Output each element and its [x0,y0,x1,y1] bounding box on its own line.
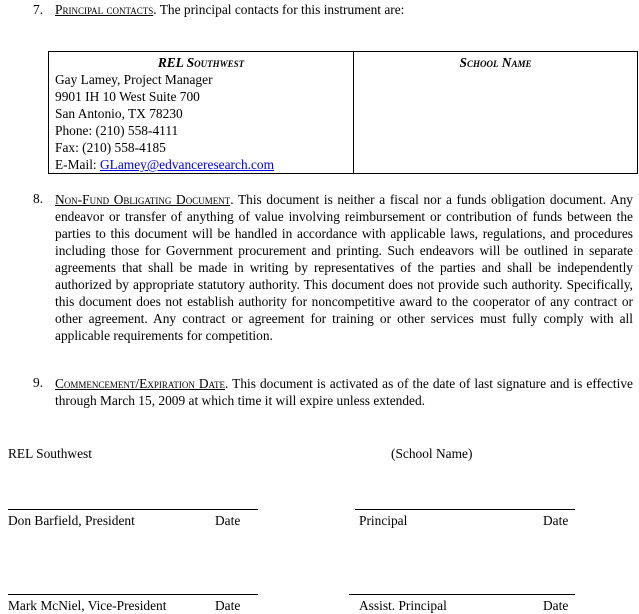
section-9-paragraph [55,375,633,409]
section-9-number: 9. [33,375,44,390]
email-link[interactable]: GLamey@edvanceresearch.com [100,157,275,172]
rel-southwest-cell [49,52,354,174]
section-9-heading: Commencement/Expiration Date [55,376,226,391]
contact-name: Gay Lamey, Project Manager [55,72,213,87]
section-8-text: . This document is neither a fiscal nor a funds obligation document. Any endeavor or transfer of anything of value involving reimbursement or contribution of funds between the parties to this document will be handled in accordance with applicable laws, regulations, and procedures including those for Government procurement and printing. Such endeavors will be outlined in separate agreements that shall be made in writing by representatives of the parties and shall be independently authorized by appropriate statutory authority. This document does not provide such authority. Specifically, this document does not establish authority for noncompetitive award to the cooperator of any contract or other agreement. Any contract or agreement for training or other services must fully comply with all applicable requirements for competition. [55,192,634,343]
section-7-number: 7. [33,2,44,17]
signature-line-president [8,509,258,510]
president-date-label: Date [215,513,241,528]
principal-title: Principal [359,513,408,528]
contact-address-2: San Antonio, TX 78230 [55,106,183,121]
vice-president-name: Mark McNiel, Vice-President [8,598,167,613]
rel-southwest-header: REL Southwest [157,55,245,70]
section-8-number: 8. [33,191,44,206]
signature-line-principal [355,509,575,510]
right-org-label: (School Name) [391,446,473,461]
email-label: E-Mail: [55,157,100,172]
section-7-intro [55,2,404,18]
section-8-heading: Non-Fund Obligating Document [55,192,231,207]
signature-line-assist-principal [349,594,575,595]
section-9-text: . This document is activated as of the date of last signature and is effective through March 15, 2009 at which time it will expire unless extended. [55,376,633,408]
vice-president-date-label: Date [215,598,241,613]
signature-line-vice-president [8,594,258,595]
section-7-heading: Principal contacts [55,2,154,17]
contact-address-1: 9901 IH 10 West Suite 700 [55,89,200,104]
president-name: Don Barfield, President [8,513,135,528]
school-name-header: School Name [459,55,532,70]
contact-phone: Phone: (210) 558-4111 [55,123,179,138]
principal-contacts-table [48,51,638,174]
principal-date-label: Date [543,513,569,528]
school-name-cell [354,52,638,174]
section-7-text: . The principal contacts for this instrument are: [153,2,405,17]
left-org-label: REL Southwest [8,446,92,461]
assist-principal-date-label: Date [543,598,569,613]
contact-fax: Fax: (210) 558-4185 [55,140,166,155]
contact-email-line [55,156,347,173]
assist-principal-title: Assist. Principal [359,598,447,613]
section-8-paragraph [55,191,633,344]
